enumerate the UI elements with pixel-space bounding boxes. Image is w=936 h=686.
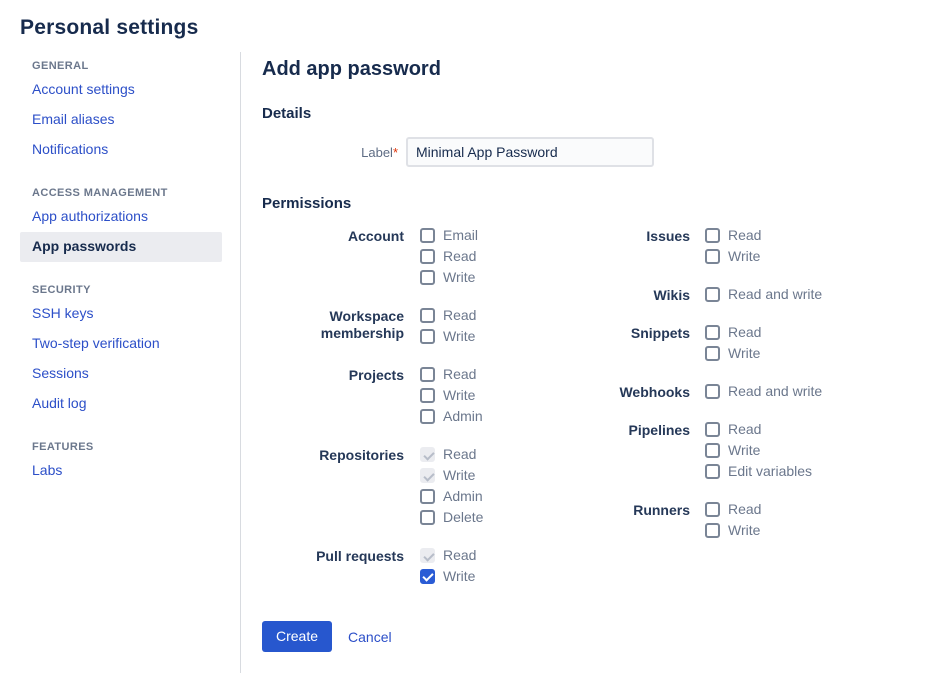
sidebar-item-audit-log[interactable]: Audit log (32, 395, 87, 411)
repositories-write-checkbox (420, 468, 435, 483)
group-label: Repositories (319, 447, 404, 463)
section-header-general: GENERAL (32, 60, 89, 72)
group-label: Runners (633, 502, 690, 518)
option-label: Write (443, 328, 476, 344)
snippets-write-checkbox[interactable] (705, 346, 720, 361)
main-content (241, 52, 936, 673)
option-label: Read and write (728, 383, 823, 399)
option-label: Read (443, 307, 477, 323)
permission-group-workspace-membership (262, 307, 560, 349)
permissions-heading: Permissions (262, 195, 352, 212)
option-label: Admin (443, 408, 483, 424)
option-label: Write (443, 269, 476, 285)
projects-write-checkbox[interactable] (420, 388, 435, 403)
option-label: Read (443, 248, 477, 264)
projects-admin-checkbox[interactable] (420, 409, 435, 424)
option-label: Delete (443, 509, 484, 525)
option-label: Edit variables (728, 463, 813, 479)
sidebar-section-features (0, 441, 240, 486)
option-label: Admin (443, 488, 483, 504)
permissions-column-left (262, 227, 560, 606)
permission-option (420, 547, 560, 563)
permission-option[interactable] (705, 324, 916, 340)
label-input[interactable] (406, 137, 654, 167)
permission-group-repositories (262, 446, 560, 530)
form-actions (262, 621, 916, 682)
required-asterisk: * (392, 144, 398, 160)
sidebar-item-account-settings[interactable]: Account settings (32, 81, 135, 97)
group-label: Pipelines (628, 422, 690, 438)
option-label: Write (443, 387, 476, 403)
sidebar-item-app-passwords[interactable]: App passwords (20, 232, 222, 262)
projects-read-checkbox[interactable] (420, 367, 435, 382)
permission-group-wikis (560, 286, 916, 307)
section-header-access-management: ACCESS MANAGEMENT (32, 187, 168, 199)
permission-option[interactable] (705, 286, 916, 302)
permission-option[interactable] (705, 501, 916, 517)
option-label: Read and write (728, 286, 823, 302)
permission-option[interactable] (705, 463, 916, 479)
label-text: Label (361, 144, 393, 160)
runners-read-checkbox[interactable] (705, 502, 720, 517)
permissions-grid (262, 227, 916, 606)
section-header-features: FEATURES (32, 441, 94, 453)
option-label: Read (728, 421, 762, 437)
sidebar-section-general (0, 60, 240, 165)
option-label: Write (728, 345, 761, 361)
permission-option[interactable] (705, 522, 916, 538)
option-label: Email (443, 227, 479, 243)
form-title: Add app password (262, 58, 441, 80)
section-header-security: SECURITY (32, 284, 91, 296)
permission-option[interactable] (420, 366, 560, 382)
repositories-admin-checkbox[interactable] (420, 489, 435, 504)
group-label: Issues (646, 228, 690, 244)
sidebar-item-notifications[interactable]: Notifications (32, 141, 109, 157)
permission-option[interactable] (705, 248, 916, 264)
group-label: Webhooks (619, 384, 690, 400)
sidebar-section-access-management (0, 187, 240, 262)
permission-option[interactable] (705, 227, 916, 243)
permissions-column-right (560, 227, 916, 560)
permission-option[interactable] (420, 408, 560, 424)
snippets-read-checkbox[interactable] (705, 325, 720, 340)
label-field-row (262, 137, 916, 167)
cancel-link[interactable]: Cancel (348, 628, 392, 645)
permission-option[interactable] (420, 387, 560, 403)
group-label: Workspace membership (320, 308, 404, 341)
permission-group-runners (560, 501, 916, 543)
account-write-checkbox[interactable] (420, 270, 435, 285)
sidebar-item-app-authorizations[interactable]: App authorizations (32, 208, 148, 224)
permission-option[interactable] (705, 421, 916, 437)
pipelines-read-checkbox[interactable] (705, 422, 720, 437)
page-title: Personal settings (20, 16, 199, 39)
create-button[interactable]: Create (262, 621, 332, 652)
option-label: Read (443, 547, 477, 563)
permission-group-account (262, 227, 560, 290)
permission-group-projects (262, 366, 560, 429)
permission-option[interactable] (705, 383, 916, 399)
runners-write-checkbox[interactable] (705, 523, 720, 538)
group-label: Snippets (630, 325, 690, 341)
sidebar-item-ssh-keys[interactable]: SSH keys (32, 305, 94, 321)
permission-option[interactable] (420, 568, 560, 584)
wikis-read-write-checkbox[interactable] (705, 287, 720, 302)
permission-group-pull-requests (262, 547, 560, 589)
group-label: Projects (348, 367, 404, 383)
label-field-label (262, 145, 398, 160)
permission-option[interactable] (705, 442, 916, 458)
permission-group-pipelines (560, 421, 916, 484)
option-label: Write (728, 522, 761, 538)
permission-group-snippets (560, 324, 916, 366)
option-label: Read (443, 366, 477, 382)
details-heading: Details (262, 105, 312, 122)
option-label: Write (443, 568, 476, 584)
permission-option[interactable] (420, 488, 560, 504)
webhooks-read-write-checkbox[interactable] (705, 384, 720, 399)
permission-option[interactable] (420, 269, 560, 285)
permission-option[interactable] (420, 328, 560, 344)
option-label: Write (728, 248, 761, 264)
layout (0, 52, 936, 673)
group-label: Account (348, 228, 404, 244)
workspace-write-checkbox[interactable] (420, 329, 435, 344)
issues-write-checkbox[interactable] (705, 249, 720, 264)
permission-group-webhooks (560, 383, 916, 404)
sidebar-item-email-aliases[interactable]: Email aliases (32, 111, 115, 127)
option-label: Write (443, 467, 476, 483)
workspace-read-checkbox[interactable] (420, 308, 435, 323)
issues-read-checkbox[interactable] (705, 228, 720, 243)
permission-option[interactable] (705, 345, 916, 361)
permission-option (420, 446, 560, 462)
permission-option[interactable] (420, 307, 560, 323)
account-email-checkbox[interactable] (420, 228, 435, 243)
pipelines-edit-variables-checkbox[interactable] (705, 464, 720, 479)
permission-option[interactable] (420, 227, 560, 243)
pull-requests-write-checkbox[interactable] (420, 569, 435, 584)
group-label: Pull requests (316, 548, 404, 564)
page-header (0, 0, 936, 52)
repositories-delete-checkbox[interactable] (420, 510, 435, 525)
sidebar-section-security (0, 284, 240, 419)
option-label: Read (728, 501, 762, 517)
pull-requests-read-checkbox (420, 548, 435, 563)
option-label: Write (728, 442, 761, 458)
sidebar-item-two-step-verification[interactable]: Two-step verification (32, 335, 160, 351)
repositories-read-checkbox (420, 447, 435, 462)
account-read-checkbox[interactable] (420, 249, 435, 264)
group-label: Wikis (653, 287, 690, 303)
permission-option[interactable] (420, 509, 560, 525)
option-label: Read (728, 324, 762, 340)
pipelines-write-checkbox[interactable] (705, 443, 720, 458)
option-label: Read (443, 446, 477, 462)
option-label: Read (728, 227, 762, 243)
sidebar-item-sessions[interactable]: Sessions (32, 365, 89, 381)
permission-option (420, 467, 560, 483)
permission-group-issues (560, 227, 916, 269)
sidebar-item-labs[interactable]: Labs (32, 462, 63, 478)
settings-sidebar (0, 52, 241, 673)
permission-option[interactable] (420, 248, 560, 264)
